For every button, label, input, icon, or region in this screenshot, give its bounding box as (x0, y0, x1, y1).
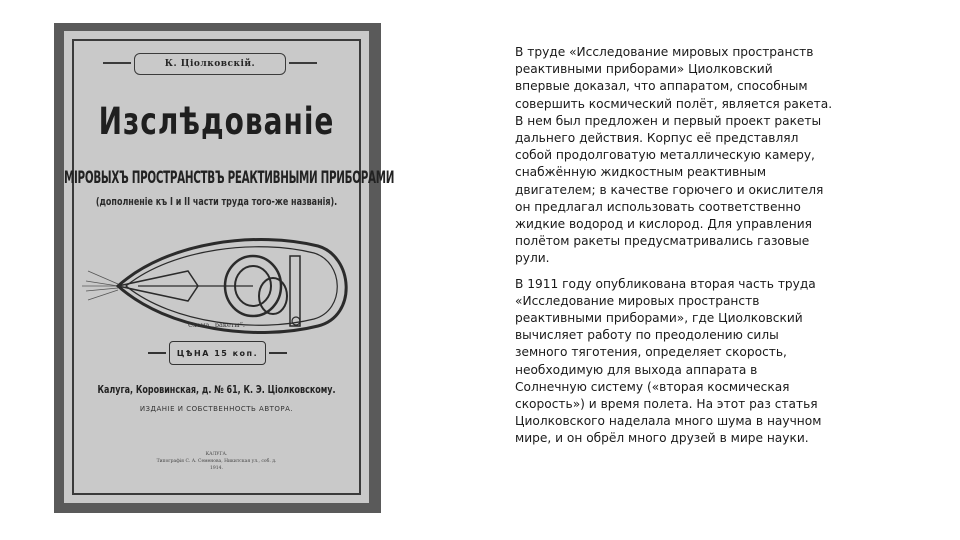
paragraph-2: В 1911 году опубликована вторая часть труда «Исследование мировых пространств реактивными приборами», где Циолковский вычисляет работу по преодолению силы земного тяготения, определяет скорость, необходимую для выхода аппарата в Солнечную систему («вторая космическая скорость») и время полета. На этот раз статья Циолковского наделала много шума в научном мире, и он обрёл много друзей в мире науки. (515, 276, 822, 446)
cover-imprint (64, 451, 369, 472)
book-cover-scan (54, 23, 395, 513)
cover-subnote: (дополненіе къ I и II части труда того-же названія). (95, 196, 338, 208)
paragraph-1: В труде «Исследование мировых пространств реактивными приборами» Циолковский впервые доказал, что аппаратом, способным совершить космический полёт, является ракета. В нем был предложен и первый проект ракеты дальнего действия. Корпус её представлял собой продолговатую металлическую камеру, снабжённую жидкостным реактивным двигателем; в качестве горючего и окислителя он предлагал использовать соответственно жидкие водород и кислород. Для управления полётом ракеты предусматривались газовые рули. (515, 45, 833, 266)
cover-subtitle: МІРОВЫХЪ ПРОСТРАНСТВЪ РЕАКТИВНЫМИ ПРИБОРАМИ (64, 167, 395, 188)
imprint-line: КАЛУГА. (205, 452, 228, 457)
diagram-caption: Схема „ракеты“. (188, 321, 245, 329)
cover-publisher: Калуга, Коровинская, д. № 61, К. Э. Ціолковскому. (97, 384, 336, 396)
exhaust-lines (82, 271, 118, 300)
cover-author: К. Ціолковскій. (164, 59, 256, 69)
imprint-line: 1914. (210, 466, 223, 471)
price-frame (169, 341, 266, 365)
cover-price: ЦѢНА 15 коп. (176, 348, 259, 358)
imprint-line: Типографія С. А. Семенова, Никитская ул., соб. д. (156, 459, 277, 464)
author-frame (134, 53, 286, 75)
cover-page (64, 31, 395, 503)
text-column (515, 44, 860, 456)
cover-title: Изслѣдованіе (98, 99, 335, 144)
cover-publisher-sub: ИЗДАНІЕ И СОБСТВЕННОСТЬ АВТОРА. (139, 405, 294, 413)
